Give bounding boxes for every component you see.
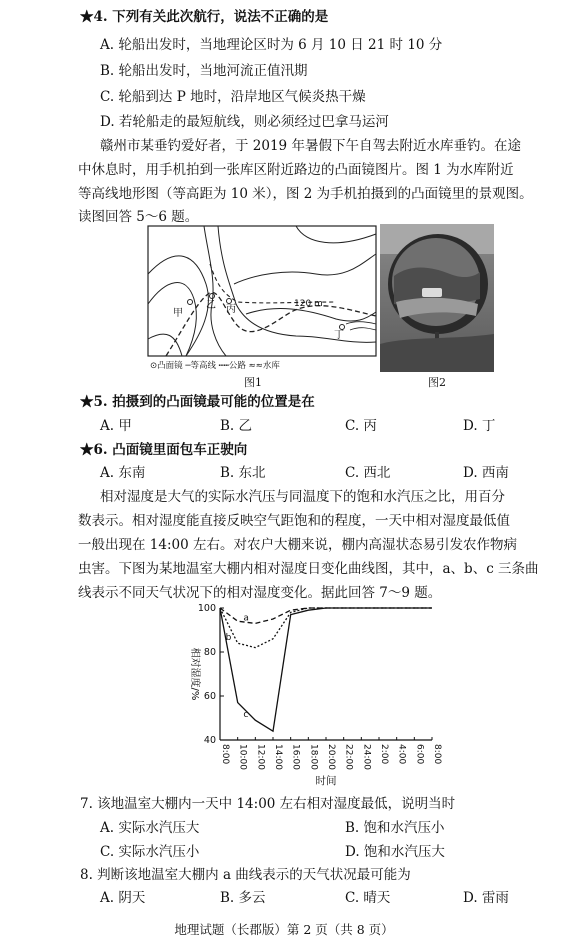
x-tick-label-0: 8:00 <box>220 744 230 765</box>
series-line-b <box>220 608 432 648</box>
series-label-c: c <box>243 710 249 721</box>
passage1-line-1: 赣州市某垂钓爱好者，于 2019 年暑假下午自驾去附近水库垂钓。在途 <box>100 138 521 154</box>
y-tick-label-2: 80 <box>203 647 216 658</box>
fig1-caption: 图1 <box>244 376 262 389</box>
x-tick-label-9: 2:00 <box>379 744 389 765</box>
q4-option-c: C. 轮船到达 P 地时，沿岸地区气候炎热干燥 <box>100 89 366 105</box>
q6-option-c: C. 西北 <box>345 465 391 481</box>
label-jia: 甲 <box>173 308 183 319</box>
passage2-line-1: 相对湿度是大气的实际水汽压与同温度下的饱和水汽压之比，用百分 <box>100 489 505 505</box>
q6-option-d: D. 西南 <box>463 465 509 481</box>
q8-option-c: C. 晴天 <box>345 890 391 906</box>
x-tick-label-3: 14:00 <box>273 744 283 770</box>
series-line-a <box>220 608 432 623</box>
x-tick-label-11: 6:00 <box>414 744 425 765</box>
q7-stem: 7. 该地温室大棚内一天中 14:00 左右相对湿度最低，说明当时 <box>80 796 456 812</box>
q7-option-c: C. 实际水汽压小 <box>100 844 200 860</box>
q8-option-a: A. 阴天 <box>100 890 146 906</box>
contour-map-figure <box>146 224 378 372</box>
fig2-caption: 图2 <box>428 376 446 389</box>
label-ding: 丁 <box>334 330 344 341</box>
q5-option-c: C. 丙 <box>345 418 377 434</box>
label-contour-120: 120 m <box>294 299 323 309</box>
series-label-a: a <box>243 613 249 624</box>
y-axis-label: 相对湿度/% <box>189 647 200 701</box>
passage1-line-2: 中休息时，用手机拍到一张库区附近路边的凸面镜图片。图 1 为水库附近 <box>78 162 514 178</box>
q8-option-b: B. 多云 <box>220 890 266 906</box>
q4-option-b: B. 轮船出发时，当地河流正值汛期 <box>100 63 308 79</box>
label-bing: 丙 <box>226 304 236 315</box>
x-tick-label-12: 8:00 <box>432 744 442 765</box>
passage2-line-4: 虫害。下图为某地温室大棚内相对湿度日变化曲线图，其中，a、b、c 三条曲 <box>78 561 539 577</box>
q8-option-d: D. 雷雨 <box>463 890 509 906</box>
q6-option-a: A. 东南 <box>100 465 146 481</box>
series-label-b: b <box>225 633 232 644</box>
q5-option-d: D. 丁 <box>463 418 496 434</box>
passage1-line-3: 等高线地形图（等高距为 10 米），图 2 为手机拍摄到的凸面镜里的景观图。 <box>78 186 533 202</box>
y-tick-label-0: 40 <box>203 735 216 746</box>
passage2-line-5: 线表示不同天气状况下的相对湿度变化。据此回答 7～9 题。 <box>78 585 442 601</box>
x-tick-label-1: 10:00 <box>237 744 248 770</box>
passage2-line-2: 数表示。相对湿度能直接反映空气距饱和的程度，一天中相对湿度最低值 <box>78 513 510 529</box>
y-tick-label-3: 100 <box>197 603 216 614</box>
q7-option-d: D. 饱和水汽压大 <box>345 844 445 860</box>
x-axis-label: 时间 <box>315 775 337 787</box>
x-tick-label-5: 18:00 <box>308 744 319 770</box>
x-tick-label-8: 24:00 <box>361 744 372 770</box>
x-tick-label-10: 4:00 <box>396 744 407 765</box>
humidity-line-chart <box>176 600 456 790</box>
q4-option-d: D. 若轮船走的最短航线，则必须经过巴拿马运河 <box>100 114 389 130</box>
q5-option-a: A. 甲 <box>100 418 132 434</box>
y-tick-label-1: 60 <box>203 691 216 702</box>
q5-stem: ★5. 拍摄到的凸面镜最可能的位置是在 <box>80 394 315 410</box>
x-tick-label-6: 20:00 <box>326 744 336 770</box>
q4-stem: ★4. 下列有关此次航行，说法不正确的是 <box>80 9 329 25</box>
q6-option-b: B. 东北 <box>220 465 266 481</box>
page-footer: 地理试题（长郡版）第 2 页（共 8 页） <box>174 922 394 937</box>
convex-mirror-photo <box>380 224 494 372</box>
series-line-c <box>220 608 432 731</box>
q8-stem: 8. 判断该地温室大棚内 a 曲线表示的天气状况最可能为 <box>80 867 411 883</box>
passage1-line-4: 读图回答 5～6 题。 <box>78 209 199 225</box>
x-tick-label-4: 16:00 <box>290 744 301 770</box>
q7-option-a: A. 实际水汽压大 <box>100 820 200 836</box>
q4-option-a: A. 轮船出发时，当地理论区时为 6 月 10 日 21 时 10 分 <box>100 37 443 53</box>
passage2-line-3: 一般出现在 14:00 左右。对农户大棚来说，棚内高湿状态易引发农作物病 <box>78 537 517 553</box>
q7-option-b: B. 饱和水汽压小 <box>345 820 445 836</box>
q5-option-b: B. 乙 <box>220 418 253 434</box>
fig1-legend: ⊙凸面镜 ─等高线 ┅┅公路 ≈≈水库 <box>150 361 280 371</box>
label-yi: 乙 <box>206 300 216 311</box>
q6-stem: ★6. 凸面镜里面包车正驶向 <box>80 442 248 458</box>
x-tick-label-7: 22:00 <box>343 744 354 770</box>
x-tick-label-2: 12:00 <box>255 744 266 770</box>
